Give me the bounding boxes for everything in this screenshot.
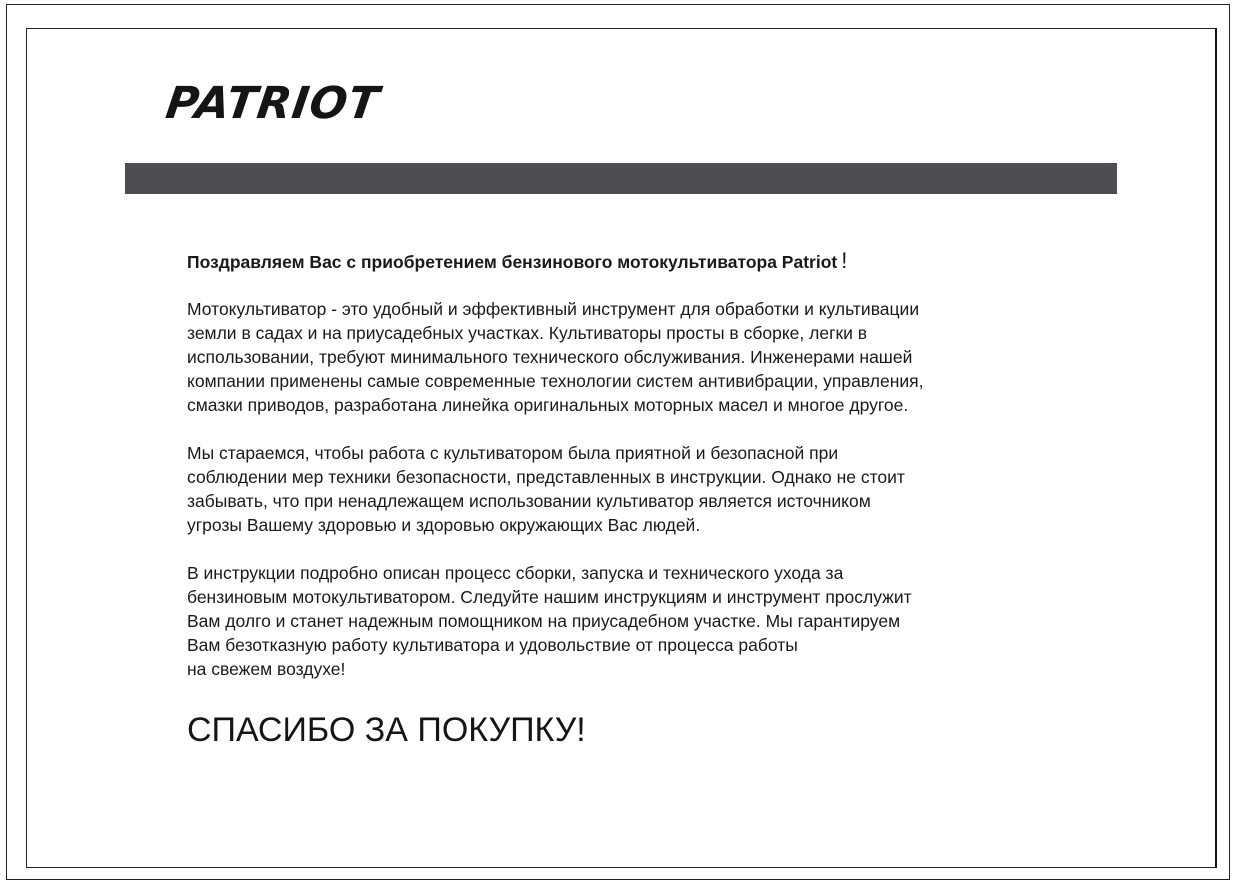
greeting-text: Поздравляем Вас с приобретением бензинового мотокультиватора Patriot (187, 252, 838, 272)
paragraph-instructions (187, 561, 1087, 681)
paragraph-line: компании применены самые современные технологии систем антивибрации, управления, (187, 371, 924, 391)
paragraph-line: В инструкции подробно описан процесс сборки, запуска и технического ухода за (187, 563, 844, 583)
thanks-heading: СПАСИБО ЗА ПОКУПКУ! (187, 711, 586, 749)
patriot-logo: PATRIOT (162, 78, 383, 129)
paragraph-line: земли в садах и на приусадебных участках. Культиваторы просты в сборке, легки в (187, 323, 868, 343)
paragraph-line: угрозы Вашему здоровью и здоровью окружающих Вас людей. (187, 515, 701, 535)
paragraph-line: Мотокультиватор - это удобный и эффективный инструмент для обработки и культивации (187, 299, 920, 319)
paragraph-line: бензиновым мотокультиватором. Следуйте нашим инструкциям и инструмент прослужит (187, 587, 912, 607)
paragraph-line: использовании, требуют минимального технического обслуживания. Инженерами нашей (187, 347, 913, 367)
header-bar (125, 163, 1117, 194)
paragraph-line: на свежем воздухе! (187, 659, 346, 679)
paragraph-line: соблюдении мер техники безопасности, представленных в инструкции. Однако не стоит (187, 467, 905, 487)
paragraph-intro (187, 297, 1087, 417)
letter-content (187, 249, 1087, 705)
paragraph-line: Вам безотказную работу культиватора и удовольствие от процесса работы (187, 635, 798, 655)
paragraph-line: смазки приводов, разработана линейка оригинальных моторных масел и многое другое. (187, 395, 909, 415)
paragraph-line: забывать, что при ненадлежащем использовании культиватор является источником (187, 491, 871, 511)
paragraph-safety (187, 441, 1087, 537)
paragraph-line: Мы стараемся, чтобы работа с культиватором была приятной и безопасной при (187, 443, 839, 463)
greeting-heading (187, 249, 1087, 274)
paragraph-line: Вам долго и станет надежным помощником на приусадебном участке. Мы гарантируем (187, 611, 901, 631)
greeting-exclamation: ! (841, 248, 848, 273)
